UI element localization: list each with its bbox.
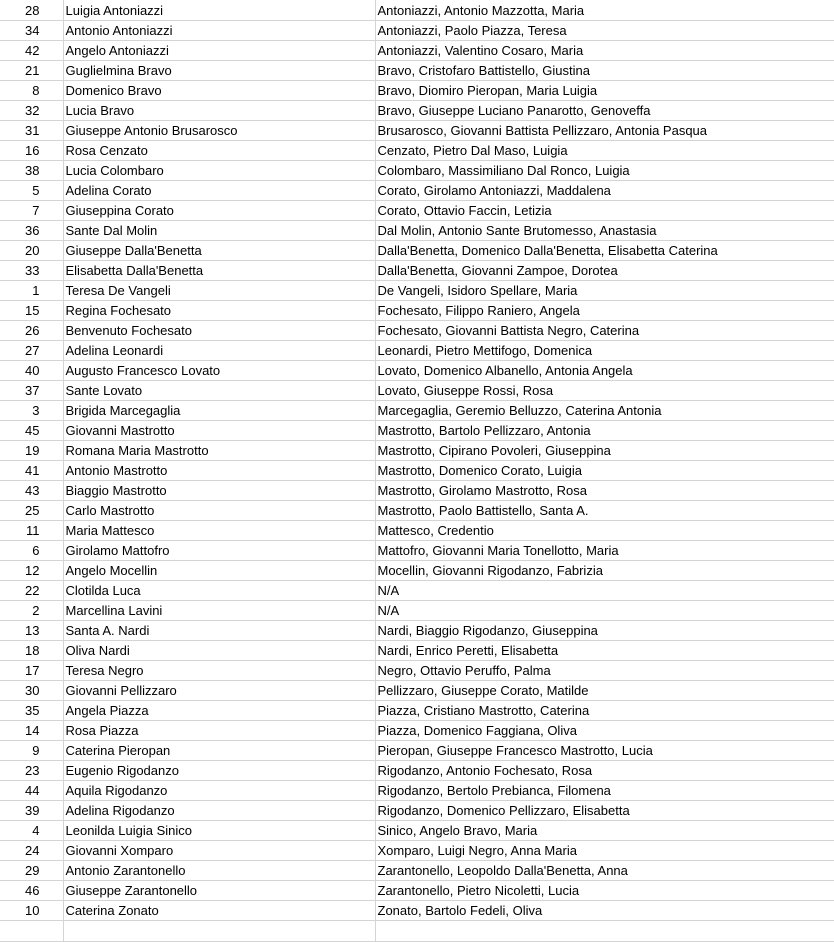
- name-cell[interactable]: Giovanni Mastrotto: [63, 421, 375, 441]
- id-cell[interactable]: 3: [0, 401, 63, 421]
- id-cell[interactable]: 1: [0, 281, 63, 301]
- name-cell[interactable]: Angelo Mocellin: [63, 561, 375, 581]
- table-row: [0, 601, 834, 621]
- name-cell[interactable]: Antonio Antoniazzi: [63, 21, 375, 41]
- id-cell[interactable]: 41: [0, 461, 63, 481]
- name-cell[interactable]: Giovanni Xomparo: [63, 841, 375, 861]
- parents-cell[interactable]: Lovato, Giuseppe Rossi, Rosa: [375, 381, 834, 401]
- parents-cell[interactable]: Fochesato, Filippo Raniero, Angela: [375, 301, 834, 321]
- name-cell[interactable]: Lucia Colombaro: [63, 161, 375, 181]
- id-cell[interactable]: 35: [0, 701, 63, 721]
- table-row: [0, 761, 834, 781]
- parents-cell[interactable]: Dalla'Benetta, Giovanni Zampoe, Dorotea: [375, 261, 834, 281]
- parents-cell[interactable]: Mattofro, Giovanni Maria Tonellotto, Maria: [375, 541, 834, 561]
- parents-cell[interactable]: Lovato, Domenico Albanello, Antonia Angela: [375, 361, 834, 381]
- id-cell[interactable]: 32: [0, 101, 63, 121]
- table-row: [0, 281, 834, 301]
- parents-cell[interactable]: Nardi, Biaggio Rigodanzo, Giuseppina: [375, 621, 834, 641]
- parents-cell[interactable]: Mastrotto, Paolo Battistello, Santa A.: [375, 501, 834, 521]
- id-cell[interactable]: 30: [0, 681, 63, 701]
- id-cell[interactable]: 9: [0, 741, 63, 761]
- table-row: [0, 221, 834, 241]
- id-cell[interactable]: 24: [0, 841, 63, 861]
- table-row: [0, 121, 834, 141]
- name-cell[interactable]: Luigia Antoniazzi: [63, 0, 375, 21]
- parents-cell[interactable]: Antoniazzi, Valentino Cosaro, Maria: [375, 41, 834, 61]
- parents-cell[interactable]: Zonato, Bartolo Fedeli, Oliva: [375, 901, 834, 921]
- name-cell[interactable]: Adelina Rigodanzo: [63, 801, 375, 821]
- parents-cell[interactable]: Xomparo, Luigi Negro, Anna Maria: [375, 841, 834, 861]
- table-row: [0, 641, 834, 661]
- table-row: [0, 801, 834, 821]
- name-cell[interactable]: Adelina Corato: [63, 181, 375, 201]
- id-cell[interactable]: 12: [0, 561, 63, 581]
- table-row: [0, 0, 834, 21]
- name-cell[interactable]: Marcellina Lavini: [63, 601, 375, 621]
- name-cell[interactable]: Oliva Nardi: [63, 641, 375, 661]
- name-cell[interactable]: Lucia Bravo: [63, 101, 375, 121]
- id-cell[interactable]: 16: [0, 141, 63, 161]
- table-row: [0, 561, 834, 581]
- empty-cell[interactable]: [63, 921, 375, 942]
- table-row: [0, 521, 834, 541]
- id-cell[interactable]: 6: [0, 541, 63, 561]
- parents-cell[interactable]: Pellizzaro, Giuseppe Corato, Matilde: [375, 681, 834, 701]
- id-cell[interactable]: 21: [0, 61, 63, 81]
- parents-cell[interactable]: Antoniazzi, Antonio Mazzotta, Maria: [375, 0, 834, 21]
- parents-cell[interactable]: De Vangeli, Isidoro Spellare, Maria: [375, 281, 834, 301]
- table-row: [0, 701, 834, 721]
- parents-cell[interactable]: Corato, Ottavio Faccin, Letizia: [375, 201, 834, 221]
- parents-cell[interactable]: Bravo, Diomiro Pieropan, Maria Luigia: [375, 81, 834, 101]
- id-cell[interactable]: 38: [0, 161, 63, 181]
- table-row: [0, 181, 834, 201]
- name-cell[interactable]: Biaggio Mastrotto: [63, 481, 375, 501]
- table-row: [0, 41, 834, 61]
- id-cell[interactable]: 11: [0, 521, 63, 541]
- name-cell[interactable]: Antonio Zarantonello: [63, 861, 375, 881]
- table-row: [0, 821, 834, 841]
- table-row: [0, 61, 834, 81]
- name-cell[interactable]: Santa A. Nardi: [63, 621, 375, 641]
- name-cell[interactable]: Augusto Francesco Lovato: [63, 361, 375, 381]
- id-cell[interactable]: 15: [0, 301, 63, 321]
- parents-cell[interactable]: Zarantonello, Pietro Nicoletti, Lucia: [375, 881, 834, 901]
- parents-cell[interactable]: Mastrotto, Bartolo Pellizzaro, Antonia: [375, 421, 834, 441]
- id-cell[interactable]: 19: [0, 441, 63, 461]
- parents-cell[interactable]: Mattesco, Credentio: [375, 521, 834, 541]
- table-row: [0, 781, 834, 801]
- name-cell[interactable]: Romana Maria Mastrotto: [63, 441, 375, 461]
- id-cell[interactable]: 4: [0, 821, 63, 841]
- name-cell[interactable]: Leonilda Luigia Sinico: [63, 821, 375, 841]
- id-cell[interactable]: 2: [0, 601, 63, 621]
- parents-cell[interactable]: Mocellin, Giovanni Rigodanzo, Fabrizia: [375, 561, 834, 581]
- name-cell[interactable]: Caterina Zonato: [63, 901, 375, 921]
- empty-cell[interactable]: [375, 921, 834, 942]
- parents-cell[interactable]: Bravo, Cristofaro Battistello, Giustina: [375, 61, 834, 81]
- parents-cell[interactable]: Piazza, Cristiano Mastrotto, Caterina: [375, 701, 834, 721]
- id-cell[interactable]: 37: [0, 381, 63, 401]
- parents-cell[interactable]: Piazza, Domenico Faggiana, Oliva: [375, 721, 834, 741]
- table-row: [0, 401, 834, 421]
- parents-cell[interactable]: Mastrotto, Cipirano Povoleri, Giuseppina: [375, 441, 834, 461]
- table-row: [0, 141, 834, 161]
- id-cell[interactable]: 43: [0, 481, 63, 501]
- name-cell[interactable]: Sante Dal Molin: [63, 221, 375, 241]
- table-row: [0, 381, 834, 401]
- id-cell[interactable]: 45: [0, 421, 63, 441]
- name-cell[interactable]: Giovanni Pellizzaro: [63, 681, 375, 701]
- table-row: [0, 861, 834, 881]
- id-cell[interactable]: 10: [0, 901, 63, 921]
- id-cell[interactable]: 26: [0, 321, 63, 341]
- table-row: [0, 241, 834, 261]
- id-cell[interactable]: 42: [0, 41, 63, 61]
- parents-cell[interactable]: Dal Molin, Antonio Sante Brutomesso, Anastasia: [375, 221, 834, 241]
- parents-cell[interactable]: Colombaro, Massimiliano Dal Ronco, Luigia: [375, 161, 834, 181]
- id-cell[interactable]: 20: [0, 241, 63, 261]
- table-row: [0, 161, 834, 181]
- parents-cell[interactable]: Negro, Ottavio Peruffo, Palma: [375, 661, 834, 681]
- table-row: [0, 741, 834, 761]
- name-cell[interactable]: Giuseppe Dalla'Benetta: [63, 241, 375, 261]
- name-cell[interactable]: Caterina Pieropan: [63, 741, 375, 761]
- name-cell[interactable]: Giuseppe Antonio Brusarosco: [63, 121, 375, 141]
- parents-cell[interactable]: Corato, Girolamo Antoniazzi, Maddalena: [375, 181, 834, 201]
- table-row: [0, 261, 834, 281]
- parents-cell[interactable]: Zarantonello, Leopoldo Dalla'Benetta, Anna: [375, 861, 834, 881]
- name-cell[interactable]: Giuseppe Zarantonello: [63, 881, 375, 901]
- name-cell[interactable]: Guglielmina Bravo: [63, 61, 375, 81]
- parents-cell[interactable]: Antoniazzi, Paolo Piazza, Teresa: [375, 21, 834, 41]
- table-row: [0, 621, 834, 641]
- name-cell[interactable]: Regina Fochesato: [63, 301, 375, 321]
- parents-cell[interactable]: Marcegaglia, Geremio Belluzzo, Caterina Antonia: [375, 401, 834, 421]
- id-cell[interactable]: 33: [0, 261, 63, 281]
- id-cell[interactable]: 31: [0, 121, 63, 141]
- parents-cell[interactable]: Bravo, Giuseppe Luciano Panarotto, Genoveffa: [375, 101, 834, 121]
- id-cell[interactable]: 14: [0, 721, 63, 741]
- name-cell[interactable]: Domenico Bravo: [63, 81, 375, 101]
- name-cell[interactable]: Sante Lovato: [63, 381, 375, 401]
- id-cell[interactable]: 23: [0, 761, 63, 781]
- id-cell[interactable]: 13: [0, 621, 63, 641]
- id-cell[interactable]: 36: [0, 221, 63, 241]
- id-cell[interactable]: 22: [0, 581, 63, 601]
- name-cell[interactable]: Brigida Marcegaglia: [63, 401, 375, 421]
- id-cell[interactable]: 40: [0, 361, 63, 381]
- id-cell[interactable]: 28: [0, 0, 63, 21]
- table-row: [0, 361, 834, 381]
- name-cell[interactable]: Teresa De Vangeli: [63, 281, 375, 301]
- parents-cell[interactable]: Sinico, Angelo Bravo, Maria: [375, 821, 834, 841]
- name-cell[interactable]: Angela Piazza: [63, 701, 375, 721]
- parents-cell[interactable]: Mastrotto, Girolamo Mastrotto, Rosa: [375, 481, 834, 501]
- id-cell[interactable]: 18: [0, 641, 63, 661]
- name-cell[interactable]: Benvenuto Fochesato: [63, 321, 375, 341]
- id-cell[interactable]: 17: [0, 661, 63, 681]
- parents-cell[interactable]: Pieropan, Giuseppe Francesco Mastrotto, Lucia: [375, 741, 834, 761]
- name-cell[interactable]: Maria Mattesco: [63, 521, 375, 541]
- name-cell[interactable]: Teresa Negro: [63, 661, 375, 681]
- id-cell[interactable]: 34: [0, 21, 63, 41]
- parents-cell[interactable]: Cenzato, Pietro Dal Maso, Luigia: [375, 141, 834, 161]
- table-row: [0, 681, 834, 701]
- name-cell[interactable]: Eugenio Rigodanzo: [63, 761, 375, 781]
- id-cell[interactable]: 8: [0, 81, 63, 101]
- table-row: [0, 301, 834, 321]
- table-row: [0, 341, 834, 361]
- table-row: [0, 721, 834, 741]
- table-row: [0, 841, 834, 861]
- table-row: [0, 581, 834, 601]
- parents-cell[interactable]: Rigodanzo, Domenico Pellizzaro, Elisabetta: [375, 801, 834, 821]
- table-row: [0, 901, 834, 921]
- name-cell[interactable]: Rosa Piazza: [63, 721, 375, 741]
- name-cell[interactable]: Elisabetta Dalla'Benetta: [63, 261, 375, 281]
- id-cell[interactable]: 5: [0, 181, 63, 201]
- table-row: [0, 461, 834, 481]
- name-cell[interactable]: Clotilda Luca: [63, 581, 375, 601]
- table-row: [0, 441, 834, 461]
- parents-cell[interactable]: Rigodanzo, Antonio Fochesato, Rosa: [375, 761, 834, 781]
- parents-cell[interactable]: Mastrotto, Domenico Corato, Luigia: [375, 461, 834, 481]
- table-row: [0, 421, 834, 441]
- parents-cell[interactable]: Rigodanzo, Bertolo Prebianca, Filomena: [375, 781, 834, 801]
- parents-cell[interactable]: Fochesato, Giovanni Battista Negro, Caterina: [375, 321, 834, 341]
- parents-cell[interactable]: N/A: [375, 581, 834, 601]
- table-row: [0, 321, 834, 341]
- parents-cell[interactable]: N/A: [375, 601, 834, 621]
- empty-row: [0, 921, 834, 942]
- table-row: [0, 661, 834, 681]
- table-row: [0, 101, 834, 121]
- table-row: [0, 481, 834, 501]
- table-row: [0, 881, 834, 901]
- name-cell[interactable]: Angelo Antoniazzi: [63, 41, 375, 61]
- table-row: [0, 21, 834, 41]
- empty-cell[interactable]: [0, 921, 63, 942]
- name-cell[interactable]: Antonio Mastrotto: [63, 461, 375, 481]
- parents-cell[interactable]: Dalla'Benetta, Domenico Dalla'Benetta, Elisabetta Caterina: [375, 241, 834, 261]
- id-cell[interactable]: 39: [0, 801, 63, 821]
- name-cell[interactable]: Aquila Rigodanzo: [63, 781, 375, 801]
- name-cell[interactable]: Giuseppina Corato: [63, 201, 375, 221]
- name-cell[interactable]: Rosa Cenzato: [63, 141, 375, 161]
- id-cell[interactable]: 25: [0, 501, 63, 521]
- id-cell[interactable]: 46: [0, 881, 63, 901]
- parents-cell[interactable]: Nardi, Enrico Peretti, Elisabetta: [375, 641, 834, 661]
- parents-cell[interactable]: Brusarosco, Giovanni Battista Pellizzaro, Antonia Pasqua: [375, 121, 834, 141]
- name-cell[interactable]: Carlo Mastrotto: [63, 501, 375, 521]
- id-cell[interactable]: 27: [0, 341, 63, 361]
- parents-cell[interactable]: Leonardi, Pietro Mettifogo, Domenica: [375, 341, 834, 361]
- name-cell[interactable]: Girolamo Mattofro: [63, 541, 375, 561]
- table-row: [0, 201, 834, 221]
- table-row: [0, 541, 834, 561]
- table-row: [0, 501, 834, 521]
- id-cell[interactable]: 29: [0, 861, 63, 881]
- name-cell[interactable]: Adelina Leonardi: [63, 341, 375, 361]
- table-row: [0, 81, 834, 101]
- id-cell[interactable]: 7: [0, 201, 63, 221]
- id-cell[interactable]: 44: [0, 781, 63, 801]
